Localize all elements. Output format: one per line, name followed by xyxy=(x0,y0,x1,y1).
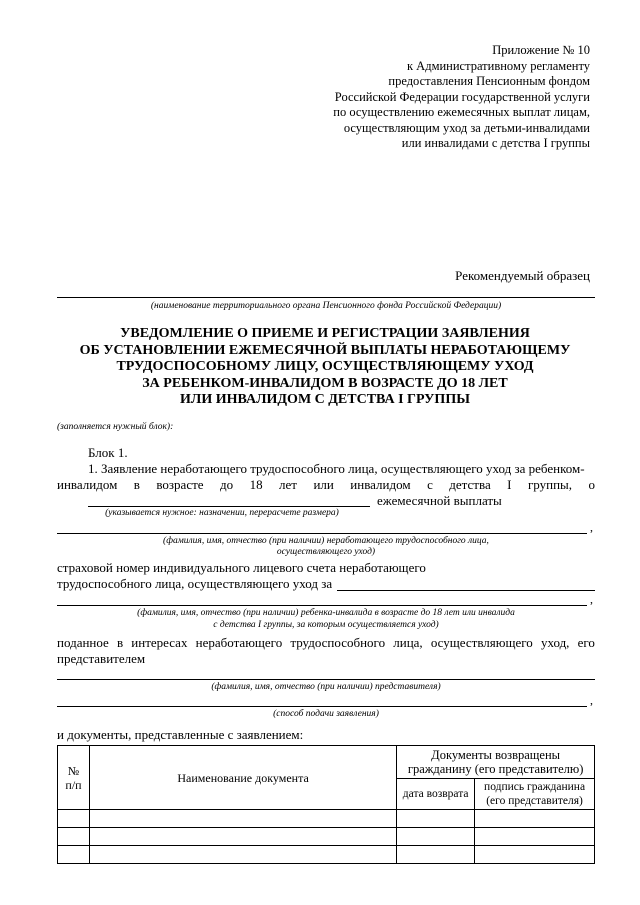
documents-table xyxy=(57,745,595,864)
monthly-payment-text: ежемесячной выплаты xyxy=(377,493,502,508)
header-return-date: дата возврата xyxy=(397,779,475,810)
word: поданное xyxy=(57,635,109,650)
table-cell[interactable] xyxy=(397,846,475,864)
title-line: ЗА РЕБЕНКОМ-ИНВАЛИДОМ В ВОЗРАСТЕ ДО 18 ЛЕТ xyxy=(142,375,508,391)
word: детства xyxy=(449,477,491,492)
territorial-body-field[interactable] xyxy=(57,297,595,298)
word: возрасте xyxy=(156,477,204,492)
purpose-caption: (указывается нужное: назначении, перерасчете размера) xyxy=(105,508,339,518)
child-caption-1: (фамилия, имя, отчество (при наличии) ребенка-инвалида в возрасте до 18 лет или инвалида xyxy=(137,608,515,618)
title-line: ИЛИ ИНВАЛИДОМ С ДЕТСТВА I ГРУППЫ xyxy=(180,392,470,407)
child-caption-2: с детства I группы, за которым осуществляется уход) xyxy=(213,620,439,630)
table-cell[interactable] xyxy=(397,810,475,828)
block-heading: Блок 1. xyxy=(88,445,128,460)
caregiver-caption-2: осуществляющего уход) xyxy=(276,547,376,557)
word: трудоспособного xyxy=(290,635,386,650)
word: группы, xyxy=(527,477,573,492)
appendix-line: предоставления Пенсионным фондом xyxy=(388,74,590,88)
title-line: ОБ УСТАНОВЛЕНИИ ЕЖЕМЕСЯЧНОЙ ВЫПЛАТЫ НЕРАБОТАЮЩЕМУ xyxy=(79,342,571,358)
territorial-caption: (наименование территориального органа Пенсионного фонда Российской Федерации) xyxy=(150,301,502,311)
child-name-field[interactable] xyxy=(57,605,587,606)
table-row xyxy=(58,828,595,846)
appendix-line: или инвалидами с детства I группы xyxy=(401,136,590,150)
word: с xyxy=(427,477,433,492)
comma: , xyxy=(590,693,593,707)
appendix-line: Приложение № 10 xyxy=(492,43,590,57)
document-title xyxy=(60,326,590,409)
item1-line2 xyxy=(57,477,595,493)
word: I xyxy=(507,477,512,492)
snils-field[interactable] xyxy=(337,590,595,591)
comma: , xyxy=(590,592,593,606)
snils-line1: страховой номер индивидуального лицевого счета неработающего xyxy=(57,560,426,575)
word: о xyxy=(588,477,595,492)
representative-caption: (фамилия, имя, отчество (при наличии) представителя) xyxy=(211,682,441,692)
title-line: УВЕДОМЛЕНИЕ О ПРИЕМЕ И РЕГИСТРАЦИИ ЗАЯВЛЕНИЯ xyxy=(120,326,530,341)
header-number: № п/п xyxy=(58,746,90,810)
word: инвалидом xyxy=(350,477,411,492)
word: 18 xyxy=(249,477,263,492)
appendix-line: Российской Федерации государственной услуги xyxy=(334,89,590,104)
table-row xyxy=(58,846,595,864)
word: его xyxy=(577,635,595,650)
method-caption: (способ подачи заявления) xyxy=(273,709,379,719)
submission-method-field[interactable] xyxy=(57,706,587,707)
word: лет xyxy=(279,477,297,492)
table-cell[interactable] xyxy=(475,810,595,828)
word: уход, xyxy=(540,635,570,650)
appendix-header xyxy=(290,43,590,152)
appendix-line: к Административному регламенту xyxy=(406,58,590,73)
word: до xyxy=(220,477,234,492)
word: в xyxy=(116,635,124,650)
table-cell[interactable] xyxy=(58,810,90,828)
item1-line1: 1. Заявление неработающего трудоспособного лица, осуществляющего уход за ребенком- xyxy=(88,461,585,476)
word: в xyxy=(133,477,140,492)
documents-intro: и документы, представленные с заявлением: xyxy=(57,727,304,742)
table-row xyxy=(58,810,595,828)
comma: , xyxy=(590,520,593,534)
word: инвалидом xyxy=(57,477,118,492)
sample-label: Рекомендуемый образец xyxy=(455,268,590,283)
fill-note: (заполняется нужный блок): xyxy=(57,422,174,432)
title-line: ТРУДОСПОСОБНОМУ ЛИЦУ, ОСУЩЕСТВЛЯЮЩЕМУ УХОД xyxy=(116,359,534,374)
table-cell[interactable] xyxy=(475,828,595,846)
filed-line2: представителем xyxy=(57,651,146,666)
word: неработающего xyxy=(195,635,283,650)
snils-line2: трудоспособного лица, осуществляющего уход за xyxy=(57,576,333,591)
table-cell[interactable] xyxy=(58,846,90,864)
table-cell[interactable] xyxy=(58,828,90,846)
header-document-name: Наименование документа xyxy=(89,746,396,810)
word: интересах xyxy=(131,635,188,650)
appendix-line: осуществляющим уход за детьми-инвалидами xyxy=(343,120,590,135)
header-returned: Документы возвращены гражданину (его представителю) xyxy=(397,746,595,779)
purpose-field[interactable] xyxy=(88,506,370,507)
word: осуществляющего xyxy=(430,635,533,650)
appendix-line: по осуществлению ежемесячных выплат лицам, xyxy=(333,105,590,119)
caregiver-caption-1: (фамилия, имя, отчество (при наличии) неработающего трудоспособного лица, xyxy=(163,536,489,546)
header-signature: подпись гражданина (его представителя) xyxy=(475,779,595,810)
table-cell[interactable] xyxy=(397,828,475,846)
table-cell[interactable] xyxy=(475,846,595,864)
table-cell[interactable] xyxy=(89,828,396,846)
caregiver-name-field[interactable] xyxy=(57,533,587,534)
representative-field[interactable] xyxy=(57,679,595,680)
table-cell[interactable] xyxy=(89,810,396,828)
table-cell[interactable] xyxy=(89,846,396,864)
word: или xyxy=(313,477,334,492)
filed-line1 xyxy=(57,635,595,651)
word: лица, xyxy=(393,635,423,650)
